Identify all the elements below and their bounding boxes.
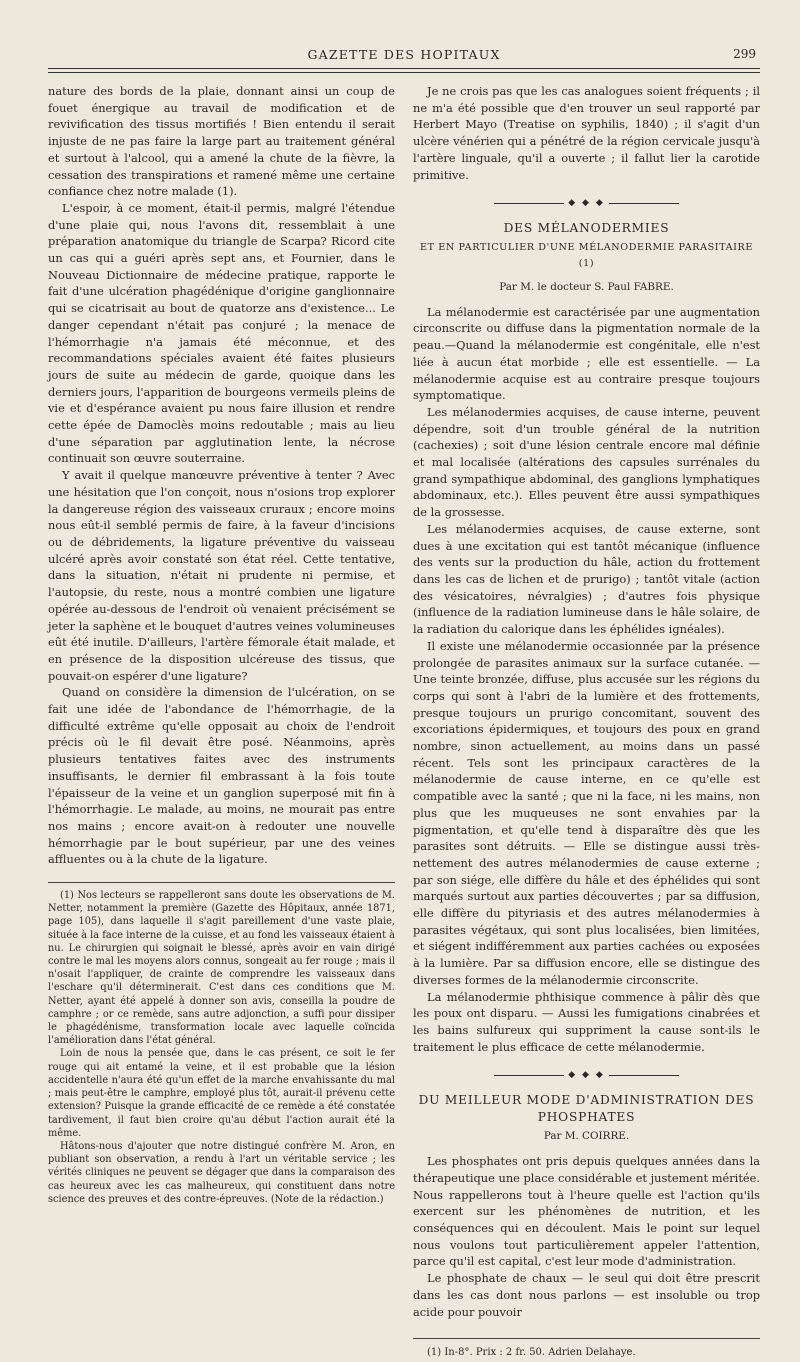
paragraph: Les mélanodermies acquises, de cause externe, sont dues à une excitation qui est tantôt mécanique (influence des vents sur la production du hâle, action du frottement dans les cas de lichen et de prurigo) ; tantôt vitale (action des vésicatoires, névralgies) ; d'autres fois physique (influence de la radiation lumineuse dans le hâle solaire, de la radiation du calorique dans les éphélides ignéales). — [413, 521, 760, 637]
section-byline: Par M. le docteur S. Paul FABRE. — [499, 281, 674, 294]
left-column — [48, 83, 395, 1205]
ornament-icon: ◆ ◆ ◆ — [568, 198, 605, 209]
paragraph: La mélanodermie phthisique commence à pâlir dès que les poux ont disparu. — Aussi les fumigations cinabrées et les bains sulfureux qui suppriment la cause sont-ils le traitement le plus efficace de cette mélanodermie. — [413, 989, 760, 1054]
section-divider — [413, 1067, 760, 1084]
page-header — [48, 44, 760, 66]
paragraph: Il existe une mélanodermie occasionnée par la présence prolongée de parasites animaux sur la surface cutanée. — Une teinte bronzée, diffuse, plus accusée sur les régions du corps qui sont à l'abri de la lumière et des frottements, presque toujours un prurigo concomitant, souvent des excoriations épidermiques, et toujours des poux en grand nombre, sinon actuellement, au moins dans un passé récent. Tels sont les principaux caractères de la mélanodermie de cause interne, en ce qu'elle est compatible avec la santé ; que ni la face, ni les mains, non plus que les muqueuses ne sont envahies par la pigmentation, et qu'elle tend à disparaître dès que les parasites sont détruits. — Elle se distingue aussi très-nettement des autres mélanodermies de cause externe ; par son siége, elle diffère du hâle et des éphélides qui sont marqués surtout aux parties découvertes ; par sa diffusion, elle diffère du pityriasis et des autres mélanodermies à parasites végétaux, qui sont plus localisées, bien limitées, et siégent indifféremment aux parties cachées ou exposées à la lumière. Par sa diffusion encore, elle se distingue des diverses formes de la mélanodermie circonscrite. — [413, 638, 760, 987]
paragraph: Y avait il quelque manœuvre préventive à tenter ? Avec une hésitation que l'on conçoit, nous n'osions trop explorer la dangereuse région des vaisseaux cruraux ; encore moins nous eût-il semblé permis de faire, à la faveur d'incisions ou de débridements, la ligature préventive du vaisseau ulcéré après avoir constaté son état réel. Cette tentative, dans la situation, n'était ni prudente ni permise, et l'autopsie, du reste, nous a montré combien une ligature opérée au-dessous de l'endroit où venaient précisément se jeter la saphène et le bouquet d'autres veines volumineuses eût été inutile. D'ailleurs, l'artère fémorale était malade, et en présence de la disposition ulcéreuse des tissus, que pouvait-on espérer d'une ligature? — [48, 468, 395, 683]
text-columns — [48, 83, 760, 1359]
footnote-rule — [48, 882, 395, 883]
paragraph: Les phosphates ont pris depuis quelques années dans la thérapeutique une place considérable et justement méritée. Nous rappellerons tout à l'heure quelle est l'action qu'ils exercent sur les phénomènes de nutrition, et les conséquences qui en découlent. Mais le point sur lequel nous voulons tout particulièrement appeler l'attention, parce qu'il est capital, c'est leur mode d'administration. — [413, 1154, 760, 1269]
footnotes — [48, 889, 395, 1206]
section-title: DU MEILLEUR MODE D'ADMINISTRATION DES PHOSPHATES — [418, 1093, 755, 1124]
section-subtitle: ET EN PARTICULIER D'UNE MÉLANODERMIE PARASITAIRE (1) — [420, 241, 753, 270]
footnote: (1) Nos lecteurs se rappelleront sans doute les observations de M. Netter, notamment la première (Gazette des Hôpitaux, année 1871, page 105), dans laquelle il s'agit pareillement d'une vaste plaie, située à la face interne de la cuisse, et au fond les vaisseaux étaient à nu. Le chirurgien qui soignait le blessé, après avoir en vain dirigé contre le mal les moyens alors connus, songeait au fer rouge ; mais il n'osait l'appliquer, de crainte de comprendre les vaisseaux dans l'eschare qu'il déterminerait. C'est dans ces conditions que M. Netter, ayant été appelé à donner son avis, conseilla la poudre de camphre ; or ce remède, sans autre adjonction, a suffi pour dissiper le phagédénisme, transformation locale avec laquelle coïncida l'amélioration dans l'état général. — [48, 890, 395, 1047]
paragraph: La mélanodermie est caractérisée par une augmentation circonscrite ou diffuse dans la pigmentation normale de la peau.—Quand la mélanodermie est congénitale, elle n'est liée à aucun état morbide ; elle est essentielle. — La mélanodermie acquise est au contraire presque toujours symptomatique. — [413, 304, 760, 403]
ornament-icon: ◆ ◆ ◆ — [568, 1070, 605, 1081]
paragraph: Je ne crois pas que les cas analogues soient fréquents ; il ne m'a été possible que d'en trouver un seul rapporté par Herbert Mayo (Treatise on syphilis, 1840) ; il s'agit d'un ulcère vénérien qui a pénétré de la région cervicale jusqu'à l'artère linguale, qu'il a ouverte ; il fallut lier la carotide primitive. — [413, 84, 760, 182]
section-divider — [413, 195, 760, 212]
page-number: 299 — [733, 47, 756, 61]
footnote: (1) In-8°. Prix : 2 fr. 50. Adrien Delahaye. — [427, 1347, 636, 1359]
running-title: GAZETTE DES HOPITAUX — [307, 47, 501, 62]
footnote-rule — [413, 1338, 760, 1339]
right-column — [413, 83, 760, 1359]
paragraph: L'espoir, à ce moment, était-il permis, malgré l'étendue d'une plaie qui, nous l'avons dit, ressemblait à une préparation anatomique du triangle de Scarpa? Ricord cite un cas qui a guéri après sept ans, et Fournier, dans le Nouveau Dictionnaire de médecine pratique, rapporte le fait d'une ulcération phagédénique d'origine ganglionnaire qui se cicatrisait au bout de quatorze ans d'existence... Le danger cependant n'était pas conjuré ; la menace de l'hémorrhagie n'a jamais été méconnue, et des recommandations spéciales avaient été faites plusieurs jours de suite au médecin de garde, quoique dans les derniers jours, l'apparition de bourgeons vermeils pleins de vie et d'espérance avaient pu nous faire illusion et rendre cette épée de Damoclès moins redoutable ; mais au lieu d'une séparation par agglutination lente, la nécrose continuait son œuvre souterraine. — [48, 200, 395, 466]
header-rule — [48, 68, 760, 73]
paragraph: Quand on considère la dimension de l'ulcération, on se fait une idée de l'abondance de l'hémorrhagie, de la difficulté extrême qu'elle opposait au choix de l'endroit précis où le fil devait être posé. Néanmoins, après plusieurs tentatives faites avec des instruments insuffisants, le dernier fil embrassant à la fois toute l'épaisseur de la veine et un ganglion superposé mit fin à l'hémorrhagie. Le malade, au moins, ne mourait pas entre nos mains ; encore avait-on à redouter une nouvelle hémorrhagie par le bout supérieur, par une des veines affluentes ou à la chute de la ligature. — [48, 685, 395, 867]
footnote: Loin de nous la pensée que, dans le cas présent, ce soit le fer rouge qui ait entamé la veine, et il est probable que la lésion accidentelle n'aura été qu'un effet de la marche envahissante du mal ; mais peut-être le camphre, employé plus tôt, aurait-il prévenu cette extension? Puisque la grande efficacité de ce remède a été constatée tardivement, il faut bien croire qu'au début l'action aurait été la même. — [48, 1048, 395, 1139]
paragraph: Le phosphate de chaux — le seul qui doit être prescrit dans les cas dont nous parlons — est insoluble ou trop acide pour pouvoir — [413, 1271, 760, 1319]
section-title: DES MÉLANODERMIES — [503, 220, 670, 235]
footnote: Hâtons-nous d'ajouter que notre distingué confrère M. Aron, en publiant son observation, a rendu à l'art un véritable service ; les vérités cliniques ne peuvent se dégager que dans la comparaison des cas heureux avec les cas malheureux, qui constituent dans notre science des preuves et des contre-épreuves. (Note de la rédaction.) — [48, 1140, 395, 1205]
paragraph: Les mélanodermies acquises, de cause interne, peuvent dépendre, soit d'un trouble général de la nutrition (cachexies) ; soit d'une lésion centrale encore mal définie et mal localisée (altérations des capsules surrénales du grand sympathique abdominal, des ganglions lymphatiques abdominaux, etc.). Elles peuvent être aussi sympathiques de la grossesse. — [413, 404, 760, 520]
section-byline: Par M. COIRRE. — [543, 1130, 630, 1143]
paragraph: nature des bords de la plaie, donnant ainsi un coup de fouet énergique au travail de modification et de revivification des tissus mortifiés ! Bien entendu il serait injuste de ne pas faire la large part au traitement général et surtout à l'alcool, qui a amené la chute de la fièvre, la cessation des transpirations et ramené même une certaine confiance chez notre malade (1). — [48, 84, 395, 199]
